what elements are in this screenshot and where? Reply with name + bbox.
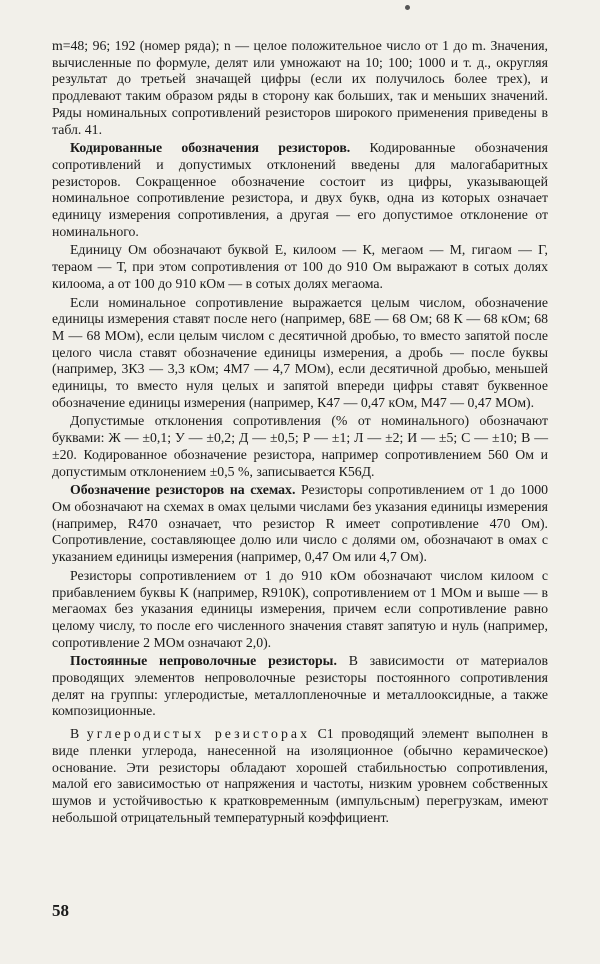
section-heading-coded: Кодированные обозначения резисторов.: [70, 140, 351, 156]
paragraph-text: С1 проводящий элемент выполнен в виде пленки углерода, нанесенной на изоляционное (обычно керамическое) основание. Эти резисторы обладают хорошей стабильностью сопротивления, малой его зависимостью от напряжения и частоты, низким уровнем собственных шумов и устойчивостью к кратковременным (импульсным) перегрузкам, имеют небольшой отрицательный температурный коэффициент.: [52, 726, 549, 825]
paragraph-coded-designations: [52, 140, 548, 240]
paragraph-text: Резисторы сопротивлением от 1 до 910 кОм обозначают числом килоом с прибавлением буквы К (например, R910К), сопротивлением от 1 МОм и выше — в мегаомах без указания единицы измерения, причем если сопротивление равно целому числу, то после его численного значения ставят запятую и нуль (например, сопротивление 2 МОм означают 2,0).: [52, 567, 548, 650]
paragraph-units: [52, 242, 548, 292]
paragraph-text: Резисторы сопротивлением от 1 до 1000 Ом обозначают на схемах в омах целыми числами без указания единицы измерения (например, R470 означает, что резистор R имеет сопротивление 470 Ом). Сопротивление, составляющее долю или число с долями ом, обозначают в омах с указанием единицы измерения (например, 0,47 Ом или 4,7 Ом).: [52, 482, 548, 565]
page-number: 58: [52, 901, 69, 920]
paragraph-nonwire-resistors: [52, 653, 548, 720]
paragraph-text: В зависимости от материалов проводящих элементов непроволочные резисторы постоянного сопротивления делят на группы: углеродистые, металлопленочные и металлооксидные, а также композиционные.: [52, 653, 548, 719]
print-speck: [405, 5, 410, 10]
paragraph-formula-continuation: [52, 38, 548, 138]
paragraph-text: m=48; 96; 192 (номер ряда); n — целое положительное число от 1 до m. Значения, вычисленные по формуле, делят или умножают на 10; 100; 1000 и т. д., округляя результат до третьей значащей цифры (если их получилось более трех), и продлевают таким образом ряды в сторону как больших, так и меньших значений. Ряды номинальных сопротивлений резисторов широкого применения приведены в табл. 41.: [52, 38, 548, 137]
section-heading-schematic: Обозначение резисторов на схемах.: [70, 482, 296, 498]
paragraph-kilohm-megohm: [52, 568, 548, 652]
section-heading-nonwire: Постоянные непроволочные резисторы.: [70, 653, 337, 669]
paragraph-schematic-designations: [52, 482, 548, 566]
paragraph-text: Допустимые отклонения сопротивления (% от номинального) обозначают буквами: Ж — ±0,1; У — ±0,2; Д — ±0,5; Р — ±1; Л — ±2; И — ±5; С — ±10; В — ±20. Кодированное обозначение резистора, например сопротивлением 560 Ом и допустимым отклонением ±0,5 %, записывается К56Д.: [52, 413, 548, 479]
emphasized-term: углеродистых резисторах: [86, 726, 311, 742]
paragraph-text: Единицу Ом обозначают буквой Е, килоом — К, мегаом — М, гигаом — Г, тераом — Т, при этом сопротивления от 100 до 910 Ом выражают в сотых долях килоома, а от 100 до 910 кОм — в сотых долях мегаома.: [52, 242, 548, 291]
paragraph-text: Кодированные обозначения сопротивлений и допустимых отклонений введены для малогабаритных резисторов. Сокращенное обозначение состоит из цифры, указывающей номинальное сопротивление резистора, и двух букв, одна из которых означает единицу измерения сопротивления, а другая — его допустимое отклонение от номинального.: [52, 140, 548, 239]
paragraph-text: Если номинальное сопротивление выражается целым числом, обозначение единицы измерения ставят после него (например, 68Е — 68 Ом; 68 К — 68 кОм; 68 М — 68 МОм), если целым числом с десятичной дробью, то вместо запятой после целого числа ставят обозначение единицы измерения, а дробь — после буквы (например, 3К3 — 3,3 кОм; 4М7 — 4,7 МОм), если десятичной дробью, меньшей единицы, то вместо нуля целых и запятой впереди цифры ставят буквенное обозначение единицы измерения (например, К47 — 0,47 кОм, М47 — 0,47 МОм).: [52, 294, 548, 410]
paragraph-tolerances: [52, 413, 548, 480]
paragraph-integer-values: [52, 295, 548, 412]
paragraph-carbon-resistors: [52, 726, 548, 826]
paragraph-text: В: [70, 726, 87, 742]
